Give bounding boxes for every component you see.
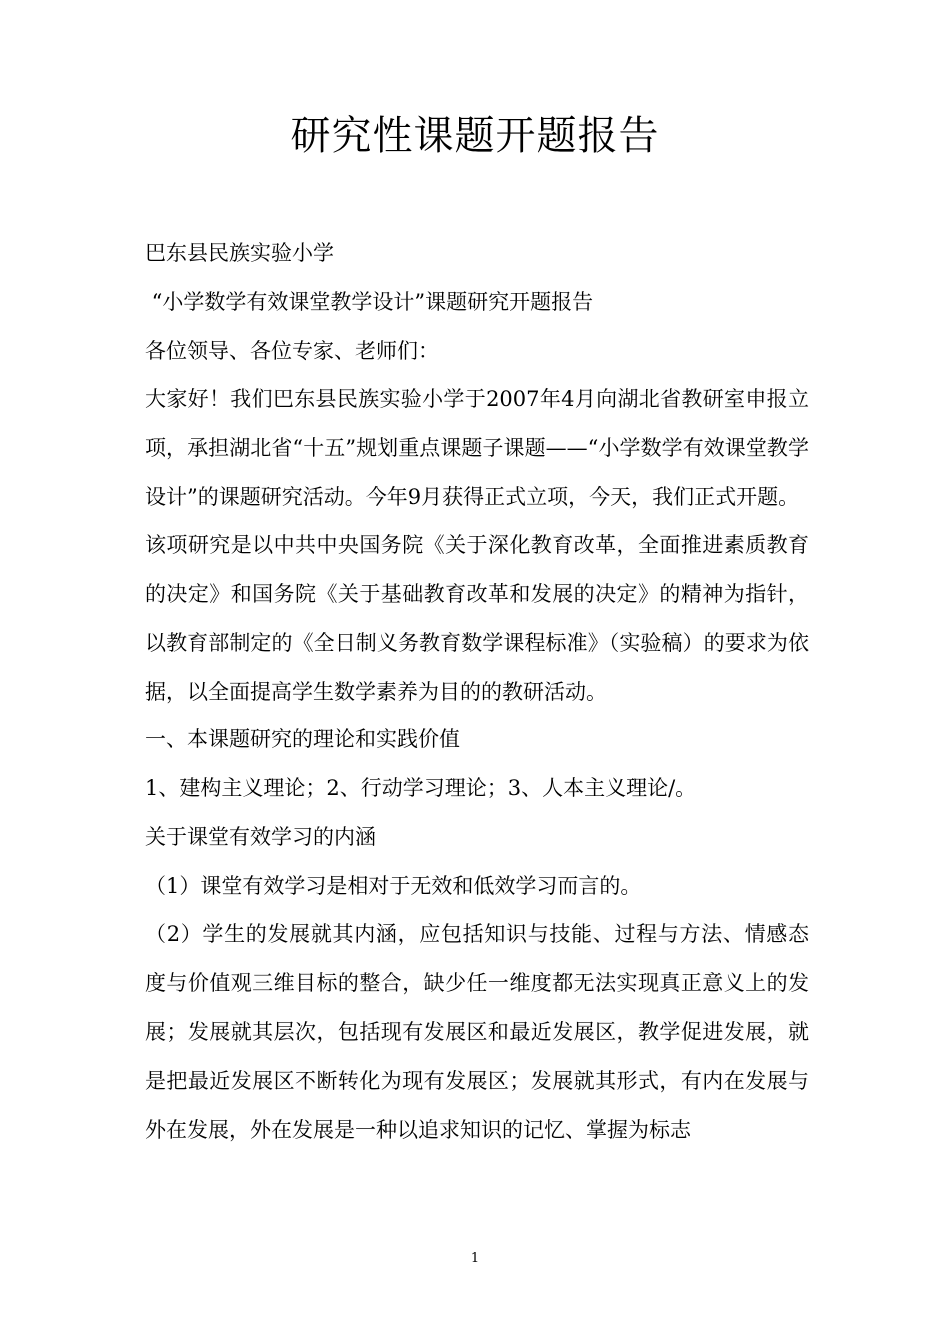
- document-title: 研究性课题开题报告: [290, 113, 660, 159]
- report-subtitle-line: “小学数学有效课堂教学设计”课题研究开题报告: [145, 290, 594, 314]
- page-number: 1: [470, 1251, 480, 1266]
- document-body: [145, 236, 809, 1162]
- section-heading-1: 一、本课题研究的理论和实践价值: [145, 727, 460, 751]
- basis-paragraph: 该项研究是以中共中央国务院《关于深化教育改革，全面推进素质教育的决定》和国务院《关于基础教育改革和发展的决定》的精神为指针，以教育部制定的《全日制义务教育数学课程标准》（实验稿）的要求为依据，以全面提高学生数学素养为目的的教研活动。: [145, 533, 809, 704]
- opening-paragraph: 大家好！我们巴东县民族实验小学于2007年4月向湖北省教研室申报立项，承担湖北省“十五”规划重点课题子课题——“小学数学有效课堂教学设计”的课题研究活动。今年9月获得正式立项，今天，我们正式开题。: [145, 387, 809, 509]
- point-1-line: （1）课堂有效学习是相对于无效和低效学习而言的。: [145, 874, 642, 898]
- salutation-line: 各位领导、各位专家、老师们：: [145, 339, 439, 363]
- subsection-heading: 关于课堂有效学习的内涵: [145, 825, 376, 849]
- school-name-line: 巴东县民族实验小学: [145, 241, 334, 265]
- point-2-paragraph: （2）学生的发展就其内涵，应包括知识与技能、过程与方法、情感态度与价值观三维目标的整合，缺少任一维度都无法实现真正意义上的发展；发展就其层次，包括现有发展区和最近发展区，教学促进发展，就是把最近发展区不断转化为现有发展区；发展就其形式，有内在发展与外在发展，外在发展是一种以追求知识的记忆、掌握为标志: [145, 922, 809, 1142]
- theory-list-line: 1、建构主义理论；2、行动学习理论；3、人本主义理论/。: [145, 776, 697, 800]
